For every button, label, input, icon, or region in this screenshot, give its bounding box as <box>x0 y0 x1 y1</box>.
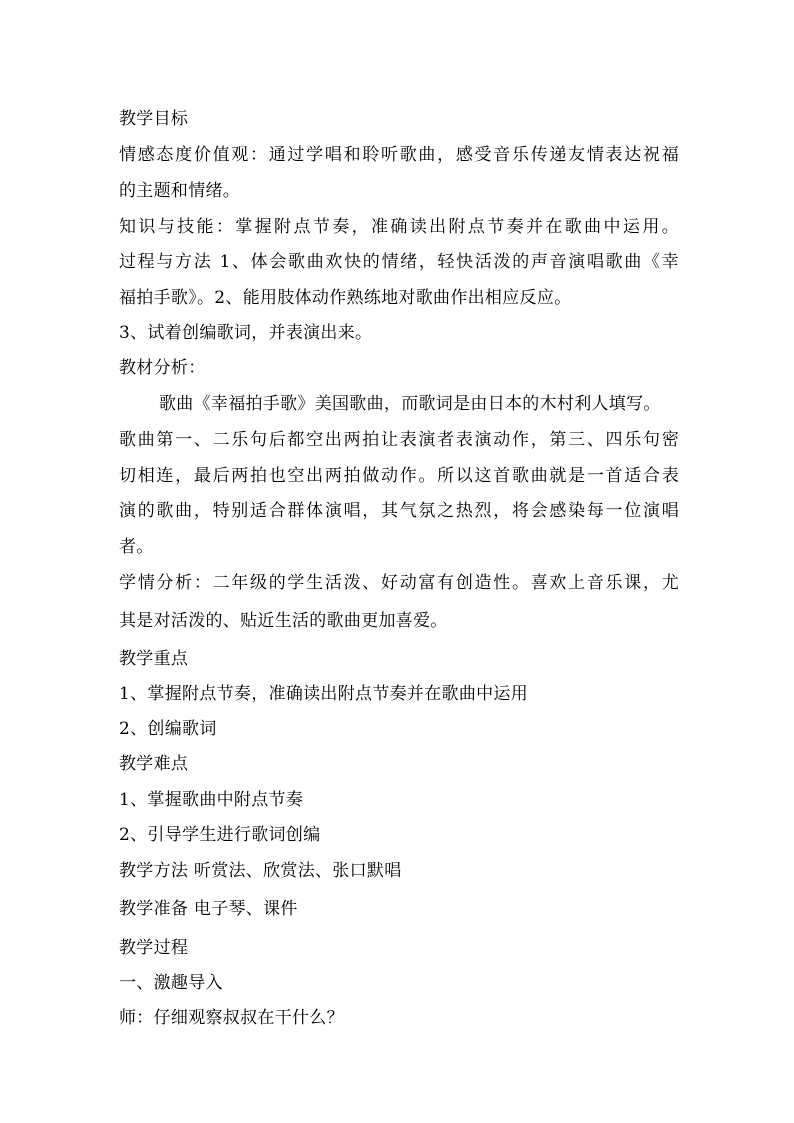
material-analysis-line-1: 歌曲《幸福拍手歌》美国歌曲，而歌词是由日本的木村利人填写。 <box>159 394 661 414</box>
difficult-point-1: 1、掌握歌曲中附点节奏 <box>119 790 304 810</box>
key-point-2: 2、创编歌词 <box>119 719 217 739</box>
heading-teaching-goals: 教学目标 <box>119 109 189 129</box>
student-analysis-line-1: 学情分析：二年级的学生活泼、好动富有创造性。喜欢上音乐课，尤 <box>119 573 679 593</box>
student-analysis-line-2: 其是对活泼的、贴近生活的歌曲更加喜爱。 <box>119 611 448 631</box>
goal-process-line-2: 福拍手歌》。2、能用肢体动作熟练地对歌曲作出相应反应。 <box>119 288 572 308</box>
process-step-1: 一、激趣导入 <box>119 973 223 993</box>
material-analysis-line-5: 者。 <box>119 537 154 557</box>
material-analysis-line-2: 歌曲第一、二乐句后都空出两拍让表演者表演动作，第三、四乐句密 <box>119 430 679 450</box>
heading-teaching-process: 教学过程 <box>119 938 189 958</box>
difficult-point-2: 2、引导学生进行歌词创编 <box>119 825 321 845</box>
goal-emotion-line-2: 的主题和情绪。 <box>119 181 241 201</box>
material-analysis-line-4: 演的歌曲，特别适合群体演唱，其气氛之热烈，将会感染每一位演唱 <box>119 501 679 521</box>
key-point-1: 1、掌握附点节奏，准确读出附点节奏并在歌曲中运用 <box>119 684 529 704</box>
goal-knowledge: 知识与技能：掌握附点节奏，准确读出附点节奏并在歌曲中运用。 <box>119 217 679 237</box>
heading-key-points: 教学重点 <box>119 649 189 669</box>
teaching-methods: 教学方法 听赏法、欣赏法、张口默唱 <box>119 861 402 881</box>
teacher-question: 师：仔细观察叔叔在干什么？ <box>119 1008 344 1028</box>
goal-emotion-line-1: 情感态度价值观：通过学唱和聆听歌曲，感受音乐传递友情表达祝福 <box>119 145 679 165</box>
goal-process-line-1: 过程与方法 1、体会歌曲欢快的情绪，轻快活泼的声音演唱歌曲《幸 <box>119 252 679 272</box>
heading-material-analysis: 教材分析： <box>119 358 206 378</box>
heading-difficult-points: 教学难点 <box>119 754 189 774</box>
teaching-preparation: 教学准备 电子琴、课件 <box>119 899 298 919</box>
material-analysis-line-3: 切相连，最后两拍也空出两拍做动作。所以这首歌曲就是一首适合表 <box>119 466 679 486</box>
goal-process-line-3: 3、试着创编歌词，并表演出来。 <box>119 323 373 343</box>
